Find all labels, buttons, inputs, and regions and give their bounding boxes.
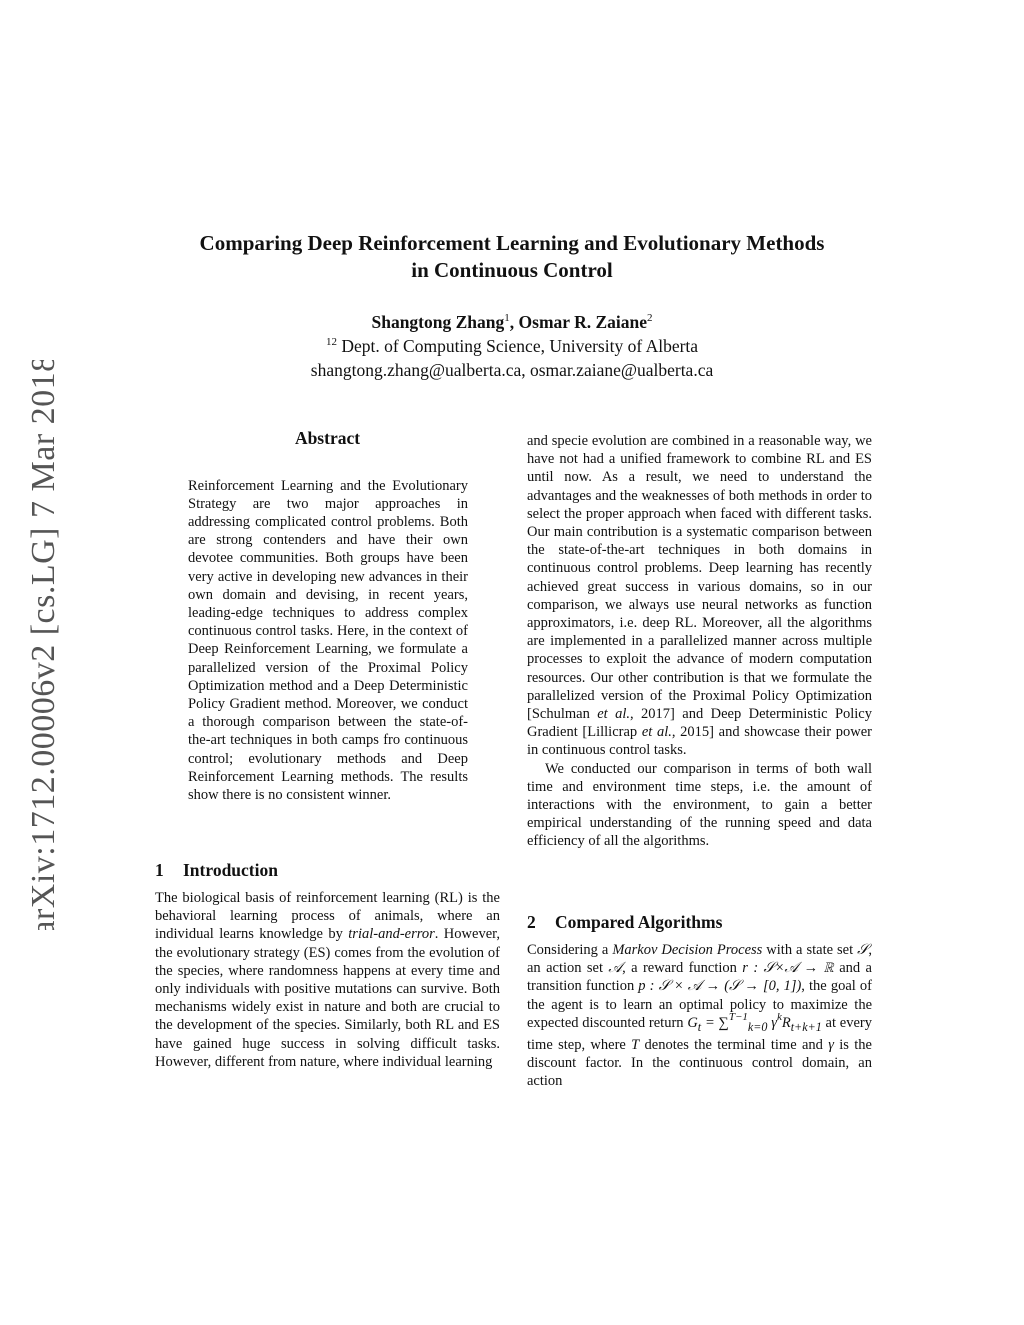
intro-text-b: . However, the evolutionary strategy (ES) comes from the evolution of the species, where randomness happens at every time and only individuals with positive mutations can survive. Both mechanisms widely exist in nature and both are crucial to the development of the species. Similarly, both RL and ES have gained huge success in solving difficult tasks. However, different from nature, where individual learning — [155, 926, 500, 1070]
right-p1-c: , 2015] and showcase their power in continuous control tasks. — [527, 724, 872, 759]
intro-paragraph — [155, 889, 500, 1071]
s2-math-p: p : 𝒮 × 𝒜 → (𝒮 → [0, 1]) — [638, 978, 802, 995]
s2-math-T: T — [631, 1036, 640, 1053]
emails: shangtong.zhang@ualberta.ca, osmar.zaiane@ualberta.ca — [310, 360, 714, 380]
s2-math-r: r : 𝒮×𝒜 → ℝ — [742, 960, 834, 977]
s2-math-return — [687, 1010, 822, 1034]
intro-emph: trial-and-error — [348, 926, 435, 943]
section-2-paragraph — [527, 941, 872, 1091]
section-2-number: 2 — [527, 912, 536, 932]
s2-math-gamma: γ — [828, 1036, 834, 1053]
author-1-sup: 1 — [504, 312, 510, 324]
arxiv-id: arXiv:1712.00006v2 [cs.LG] 7 Mar 2018 — [25, 360, 62, 930]
section-1-heading — [155, 859, 278, 881]
right-p1-b: , 2017] and Deep Deterministic Policy Gradient [Lillicrap — [527, 706, 872, 741]
s2-math-A: 𝒜 — [608, 960, 623, 977]
s2-G: G — [687, 1014, 698, 1031]
arxiv-stamp-svg — [14, 360, 69, 930]
s2-t3: , an action set — [527, 942, 872, 977]
right-p1-em1: et al. — [597, 706, 631, 723]
abstract-heading: Abstract — [294, 428, 361, 448]
title-line-2: in Continuous Control — [411, 258, 613, 282]
s2-t5: and a transition function — [527, 960, 872, 995]
author-2: Osmar R. Zaiane — [518, 312, 648, 332]
section-2-heading — [527, 911, 722, 933]
author-2-sup: 2 — [647, 312, 653, 324]
s2-t6: , the goal of the agent is to learn an optimal policy to maximize the expected discounted return — [527, 978, 872, 1031]
s2-math-S: 𝒮 — [857, 942, 869, 958]
abstract-body — [188, 462, 468, 819]
author-names — [100, 310, 924, 334]
paper-title — [100, 230, 924, 284]
right-paragraph-2: We conducted our comparison in terms of both wall time and environment time steps, i.e. the amount of interactions with the environment, to gain a better empirical understanding of the running speed and data efficiency of all the algorithms. — [527, 760, 872, 850]
s2-gamma: γ — [767, 1014, 777, 1031]
s2-t4: , a reward function — [622, 960, 743, 977]
author-separator: , — [509, 312, 519, 332]
s2-t1: Considering a — [527, 942, 613, 958]
section-1-title: Introduction — [183, 860, 278, 880]
affiliation-sup: 12 — [325, 336, 337, 348]
title-line-1: Comparing Deep Reinforcement Learning and Evolutionary Methods — [199, 231, 825, 255]
s2-t2: with a state set — [762, 942, 858, 958]
right-column-text — [527, 432, 872, 851]
s2-t7: at every time step, where — [527, 1014, 872, 1053]
author-1: Shangtong Zhang — [371, 312, 505, 332]
arxiv-stamp — [14, 360, 69, 930]
abstract-text: Reinforcement Learning and the Evolutionary Strategy are two major approaches in addressing complicated control problems. Both are strong contenders and have their own devotee communities. Both groups have been very active in developing new advances in their own domain and devising, in recent years, leading-edge techniques to address complex continuous control tasks. Here, in the context of Deep Reinforcement Learning, we formulate a parallelized version of the Proximal Policy Optimization method and a Deep Deterministic Policy Gradient method. Moreover, we conduct a thorough comparison between the state-of-the-art techniques in both camps fro continuous control; evolutionary methods and Deep Reinforcement Learning methods. The results show there is no consistent winner. — [188, 477, 468, 803]
section-1-number: 1 — [155, 860, 164, 880]
affiliation — [100, 334, 924, 358]
section-2-title: Compared Algorithms — [555, 912, 723, 932]
s2-sum-sub: k=0 — [747, 1019, 768, 1034]
s2-R-sub: t+k+1 — [790, 1019, 822, 1034]
s2-sum-sup: T−1 — [728, 1010, 748, 1023]
s2-sum: = ∑ — [701, 1014, 729, 1031]
s2-G-sub: t — [697, 1019, 702, 1034]
author-block — [100, 310, 924, 382]
s2-gamma-sup: k — [776, 1010, 782, 1023]
affiliation-text: Dept. of Computing Science, University of Alberta — [336, 336, 699, 356]
right-p1-em2: et al. — [641, 724, 672, 741]
right-p1-a: and specie evolution are combined in a reasonable way, we have not had a unified framework to combine RL and ES until now. As a result, we need to understand the advantages and the weaknesses of both methods in order to select the proper approach when faced with different tasks. Our main contribution is a systematic comparison between the state-of-the-art techniques in both domains in continuous control problems. Deep learning has recently achieved great success in various domains, so in our comparison, we always use neural networks as function approximators, i.e. deep RL. Moreover, all the algorithms are implemented in a parallelized manner across multiple processes to exploit the advance of modern computation resources. Our other contribution is that we formulate the parallelized version of the Proximal Policy Optimization [Schulman — [527, 433, 872, 723]
s2-mdp: Markov Decision Process — [612, 942, 763, 958]
s2-t9: is the discount factor. In the continuous control domain, an action — [527, 1036, 872, 1090]
intro-text-a: The biological basis of reinforcement learning (RL) is the behavioral learning process of animals, where an individual learns knowledge by — [155, 890, 500, 943]
right-paragraph-1 — [527, 432, 872, 760]
s2-t8: denotes the terminal time and — [639, 1036, 829, 1053]
s2-R: R — [781, 1014, 791, 1031]
